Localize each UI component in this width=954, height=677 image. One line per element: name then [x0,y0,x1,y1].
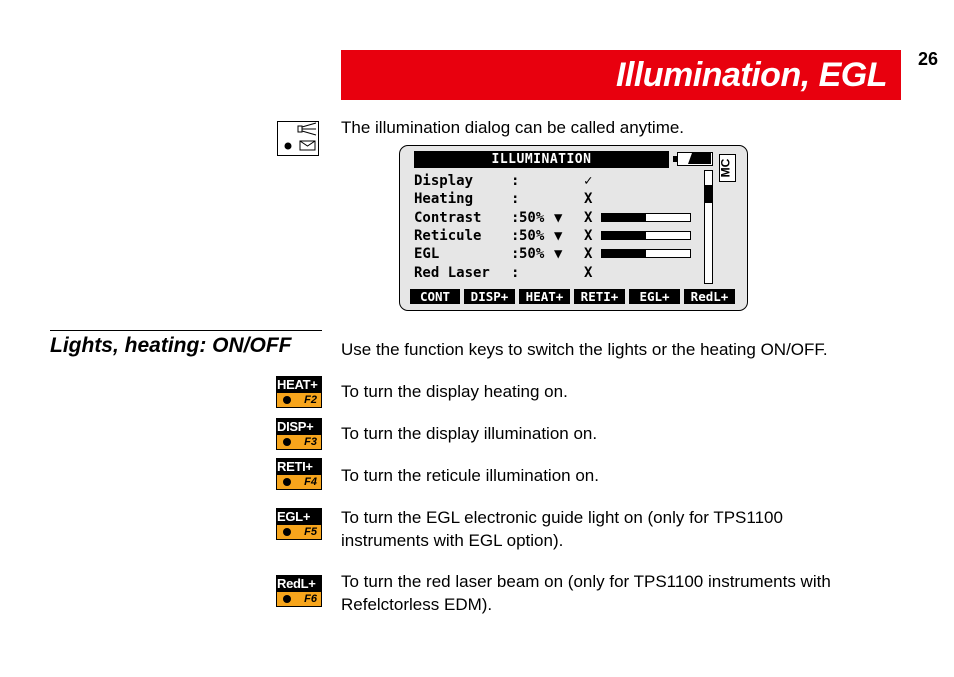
fkey-label: F6 [304,593,317,605]
item-description: To turn the EGL electronic guide light on (only for TPS1100 [341,508,783,527]
row-colon: : [511,265,520,281]
mc-label: MC [718,158,733,178]
function-key-label: DISP+ [276,418,322,435]
key-dot-icon [283,438,291,446]
fkey-heat[interactable]: HEAT+ [519,289,570,304]
key-dot-icon [283,528,291,536]
function-key-number [276,393,322,408]
row-state: X [584,191,593,207]
row-label: EGL [414,246,440,262]
row-label: Display [414,173,474,189]
dialog-row[interactable] [400,264,700,282]
dialog-scrollbar[interactable] [704,170,713,284]
row-label: Reticule [414,228,482,244]
level-bar-fill [602,250,646,257]
level-bar [601,231,691,240]
function-key-badge [276,575,322,607]
illumination-mode-icon [277,121,319,156]
row-label: Heating [414,191,474,207]
fkey-cont[interactable]: CONT [410,289,460,304]
lamp-icon [278,122,318,155]
row-colon: : [511,210,520,226]
row-colon: : [511,191,520,207]
row-state: X [584,246,593,262]
row-value: 50% [519,246,545,262]
section-divider [50,330,322,331]
row-value: 50% [519,228,545,244]
function-key-number [276,592,322,607]
row-colon: : [511,228,520,244]
fkey-disp[interactable]: DISP+ [464,289,515,304]
section-title: Lights, heating: ON/OFF [50,334,292,357]
fkey-label: F2 [304,394,317,406]
fkey-redl[interactable]: RedL+ [684,289,735,304]
page-title: Illumination, EGL [615,56,887,94]
dialog-row[interactable] [400,245,700,263]
function-key-number [276,435,322,450]
key-dot-icon [283,478,291,486]
item-description: instruments with EGL option). [341,531,564,550]
item-description: To turn the display heating on. [341,382,568,401]
function-key-label: RETI+ [276,458,322,475]
item-description: Refelctorless EDM). [341,595,493,614]
row-arrow-icon: ▼ [554,228,563,244]
dialog-title: ILLUMINATION [414,151,669,168]
function-key-badge [276,418,322,450]
intro-text: The illumination dialog can be called anytime. [341,118,685,137]
row-state: X [584,265,593,281]
dialog-row[interactable] [400,190,700,208]
level-bar-fill [602,214,646,221]
function-key-label: EGL+ [276,508,322,525]
row-colon: : [511,246,520,262]
fkey-reti[interactable]: RETI+ [574,289,625,304]
row-colon: : [511,173,520,189]
key-dot-icon [283,595,291,603]
row-label: Red Laser [414,265,490,281]
item-description: To turn the red laser beam on (only for TPS1100 instruments with [341,572,831,591]
dialog-row[interactable] [400,172,700,190]
row-label: Contrast [414,210,482,226]
page-number: 26 [918,49,939,69]
item-description: To turn the display illumination on. [341,424,598,443]
fkey-egl[interactable]: EGL+ [629,289,680,304]
level-bar-fill [602,232,646,239]
level-bar [601,213,691,222]
title-banner [341,50,901,100]
key-dot-icon [283,396,291,404]
fkey-label: F5 [304,526,317,538]
illumination-dialog [399,145,748,311]
function-key-label: HEAT+ [276,376,322,393]
function-key-badge [276,508,322,540]
function-key-number [276,475,322,490]
level-bar [601,249,691,258]
row-state: X [584,210,593,226]
mc-indicator [719,154,736,182]
row-arrow-icon: ▼ [554,210,563,226]
row-state: X [584,228,593,244]
fkey-label: F3 [304,436,317,448]
row-value: 50% [519,210,545,226]
dialog-row[interactable] [400,209,700,227]
row-arrow-icon: ▼ [554,246,563,262]
battery-icon [677,152,713,166]
scrollbar-thumb[interactable] [705,185,712,203]
function-key-badge [276,458,322,490]
item-description: To turn the reticule illumination on. [341,466,599,485]
section-intro: Use the function keys to switch the lights or the heating ON/OFF. [341,340,828,359]
function-key-number [276,525,322,540]
dialog-row[interactable] [400,227,700,245]
row-state: ✓ [584,173,593,189]
function-key-label: RedL+ [276,575,322,592]
function-key-badge [276,376,322,408]
fkey-label: F4 [304,476,317,488]
